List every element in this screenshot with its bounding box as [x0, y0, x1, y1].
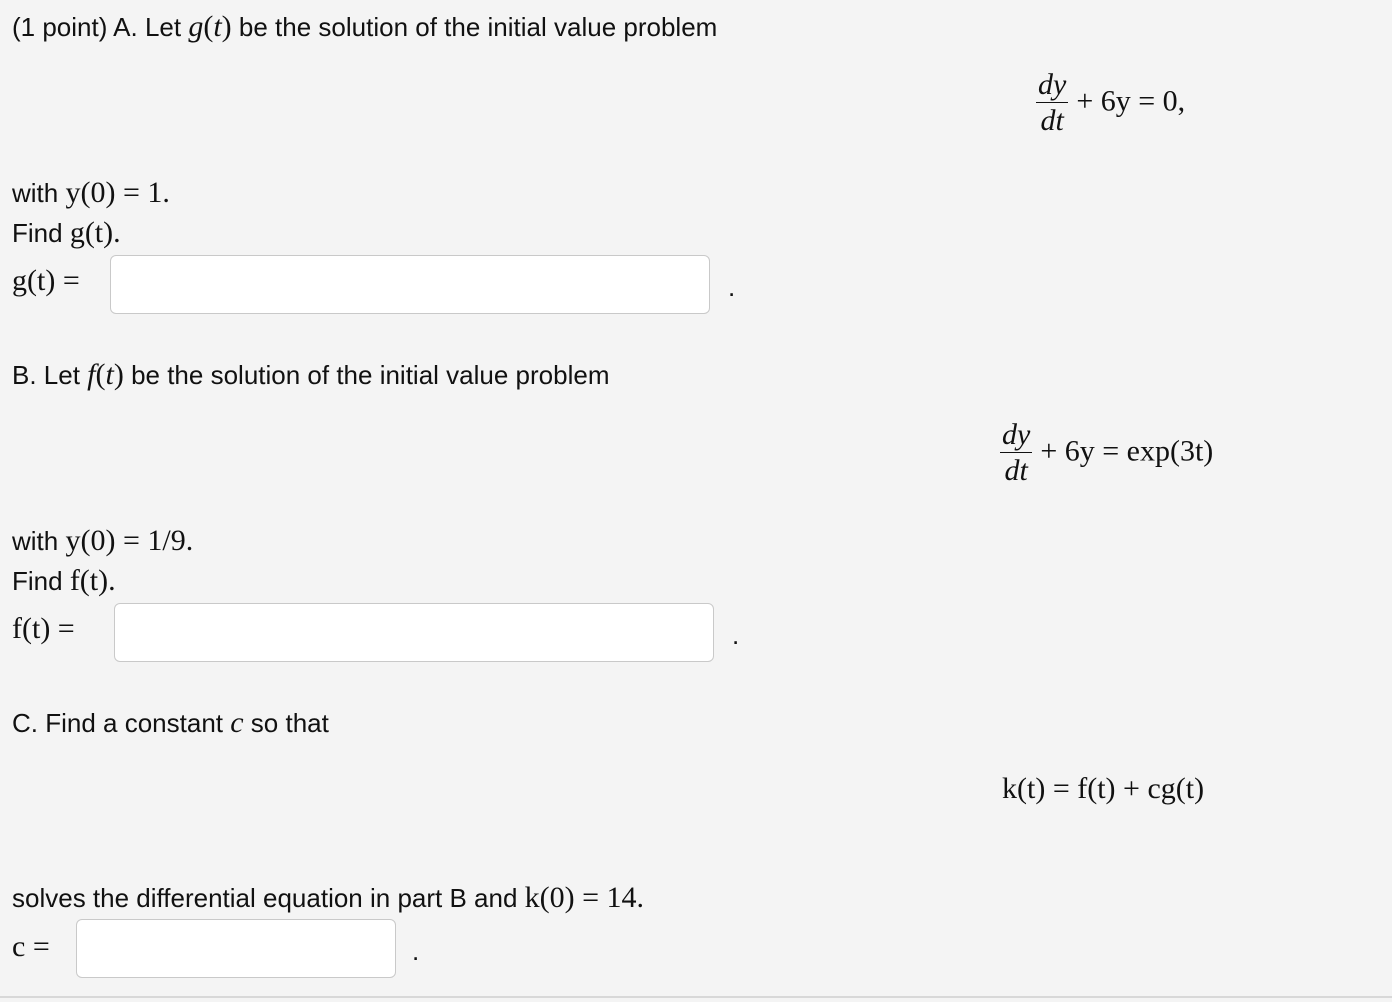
part-b-intro-prefix: B. Let	[12, 360, 88, 390]
g-answer-input[interactable]	[110, 255, 710, 314]
part-a-intro-prefix: (1 point) A. Let	[12, 12, 189, 42]
part-b-func: f(t)	[87, 358, 124, 391]
part-a-eq-rest: + 6y = 0,	[1076, 84, 1186, 118]
part-c-solves: solves the differential equation in part B and k(0) = 14.	[12, 881, 645, 914]
part-b-eq-numerator: dy	[1002, 418, 1031, 451]
part-c-answer-label: c =	[12, 930, 50, 963]
part-a-find-math: g(t).	[69, 216, 121, 249]
part-a-condition-math: y(0) = 1.	[65, 176, 170, 209]
part-b-find: Find f(t).	[12, 564, 116, 597]
f-answer-input[interactable]	[114, 603, 714, 662]
part-a-eq-denominator: dt	[1040, 104, 1064, 137]
part-a-eq-numerator: dy	[1038, 68, 1067, 101]
part-b-intro	[12, 358, 609, 392]
part-c-const: c	[230, 706, 244, 739]
part-b-condition: with y(0) = 1/9.	[12, 524, 194, 557]
part-b-eq-rest: + 6y = exp(3t)	[1040, 434, 1214, 468]
part-b-find-math: f(t).	[69, 564, 116, 597]
part-a-intro-suffix: be the solution of the initial value problem	[231, 12, 718, 42]
part-a-condition: with y(0) = 1.	[12, 176, 170, 209]
bottom-divider	[0, 996, 1392, 998]
part-a-find: Find g(t).	[12, 216, 121, 249]
part-b-eq-denominator: dt	[1004, 454, 1028, 487]
part-b-period: .	[732, 620, 740, 650]
part-b-condition-math: y(0) = 1/9.	[65, 524, 194, 557]
part-a-equation	[1036, 68, 1185, 139]
c-answer-input[interactable]	[76, 919, 396, 978]
part-c-intro: C. Find a constant c so that	[12, 706, 329, 739]
part-a-answer-label: g(t) =	[12, 264, 80, 297]
part-a-period: .	[728, 272, 736, 302]
part-c-solves-math: k(0) = 14.	[524, 881, 645, 914]
part-a-intro	[12, 10, 717, 44]
part-a-func: g(t)	[188, 10, 232, 43]
part-b-equation	[1000, 418, 1213, 489]
part-c-equation: k(t) = f(t) + cg(t)	[1002, 772, 1205, 805]
part-c-period: .	[412, 936, 420, 966]
part-b-answer-label: f(t) =	[12, 612, 75, 645]
part-b-intro-suffix: be the solution of the initial value problem	[123, 360, 610, 390]
